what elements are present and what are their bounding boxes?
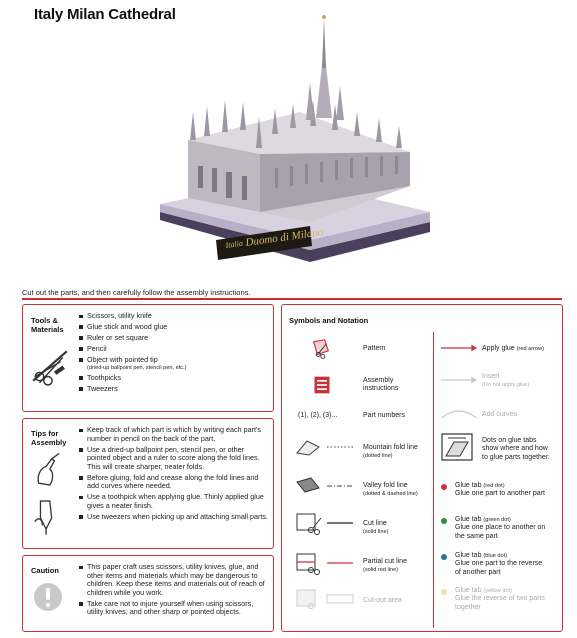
list-item: Take care not to injure yourself when using scissors, utility knives, and other sharp or pointed objects. (79, 600, 269, 617)
tools-list (79, 312, 269, 396)
list-item: Use a toothpick when applying glue. Thinly applied glue gives a neater finish. (79, 493, 269, 510)
red-glue-tab-label: Glue tab (red dot) Glue one part to another part (455, 482, 545, 498)
apply-glue-arrow-icon (440, 343, 478, 353)
caution-icon (34, 583, 62, 611)
assembly-instructions-icon (312, 374, 332, 396)
valley-fold-label: Valley fold line (dotted & dashed line) (363, 482, 418, 498)
cutout-area-label: Cut-out area (363, 597, 402, 604)
tips-list (79, 426, 269, 524)
list-item: Object with pointed tip (dried-up ballpoint pen, stencil pen, etc.) (79, 356, 269, 372)
tweezers-hand-icon (33, 497, 61, 535)
caution-heading: Caution (31, 566, 59, 575)
cut-line-icon (292, 510, 358, 536)
pattern-icon (310, 338, 332, 360)
glue-tab-dots-icon (440, 432, 474, 462)
list-item: Pencil (79, 345, 269, 354)
assembly-instructions-label: Assembly instructions (363, 377, 399, 393)
caution-box (22, 555, 274, 632)
red-dot-icon (441, 484, 447, 490)
pattern-label: Pattern (363, 345, 386, 352)
tools-heading: Tools & Materials (31, 316, 64, 334)
list-item: Use tweezers when picking up and attaching small parts. (79, 513, 269, 522)
yellow-dot-icon (441, 589, 447, 595)
list-item: Before gluing, fold and crease along the fold lines and add curves where needed. (79, 474, 269, 491)
cathedral-model-image (140, 8, 440, 270)
plaque-name: Duomo di Milano (244, 226, 324, 249)
list-item: Glue stick and wood glue (79, 323, 269, 332)
tips-heading: Tips for Assembly (31, 429, 67, 447)
cutout-area-icon (292, 586, 358, 612)
insert-label: Insert (Do not apply glue) (482, 373, 530, 389)
part-numbers-code: (1), (2), (3)... (298, 412, 338, 419)
insert-arrow-icon (440, 375, 478, 385)
green-dot-icon (441, 518, 447, 524)
list-item: Toothpicks (79, 374, 269, 383)
apply-glue-label: Apply glue (red arrow) (482, 345, 545, 352)
intro-text: Cut out the parts, and then carefully follow the assembly instructions. (22, 288, 251, 297)
list-item: Scissors, utility knife (79, 312, 269, 321)
green-glue-tab-label: Glue tab (green dot) Glue one place to another on the same part (455, 516, 546, 540)
hand-pen-icon (33, 453, 61, 491)
blue-dot-icon (441, 554, 447, 560)
caution-list (79, 563, 269, 619)
mountain-fold-icon (292, 437, 358, 457)
tips-assembly-box (22, 418, 274, 549)
list-item: Use a dried-up ballpoint pen, stencil pen, or other pointed object and a ruler to score along the fold lines. This will create sharper, neater folds. (79, 446, 269, 472)
scissors-tools-icon (29, 345, 71, 387)
yellow-glue-tab-label: Glue tab (yellow dot) Glue the reverse of two parts together (455, 587, 545, 611)
list-item: This paper craft uses scissors, utility knives, glue, and other items and materials which may be dangerous to children. Keep these items and materials out of reach of children while you work. (79, 563, 269, 597)
partial-cut-line-icon (292, 550, 358, 576)
blue-glue-tab-label: Glue tab (blue dot) Glue one part to the reverse of another part (455, 552, 543, 576)
symbols-heading: Symbols and Notation (289, 316, 369, 325)
partial-cut-line-label: Partial cut line (solid red line) (363, 558, 407, 574)
add-curves-icon (440, 406, 478, 420)
tools-materials-box (22, 304, 274, 412)
mountain-fold-label: Mountain fold line (dotted line) (363, 444, 418, 460)
valley-fold-icon (292, 476, 358, 496)
symbols-column-divider (433, 332, 434, 628)
list-item: Keep track of which part is which by writing each part's number in pencil on the back of the part. (79, 426, 269, 443)
plaque-prefix: Italia (225, 238, 244, 250)
glue-tab-dots-label: Dots on glue tabs show where and how to glue parts together. (482, 437, 550, 461)
page-title: Italy Milan Cathedral (34, 6, 176, 23)
add-curves-label: Add curves (482, 411, 518, 418)
list-item: Ruler or set square (79, 334, 269, 343)
list-item: Tweezers (79, 385, 269, 394)
intro-divider (22, 298, 562, 300)
part-numbers-label: Part numbers (363, 412, 406, 419)
cut-line-label: Cut line (solid line) (363, 520, 389, 536)
